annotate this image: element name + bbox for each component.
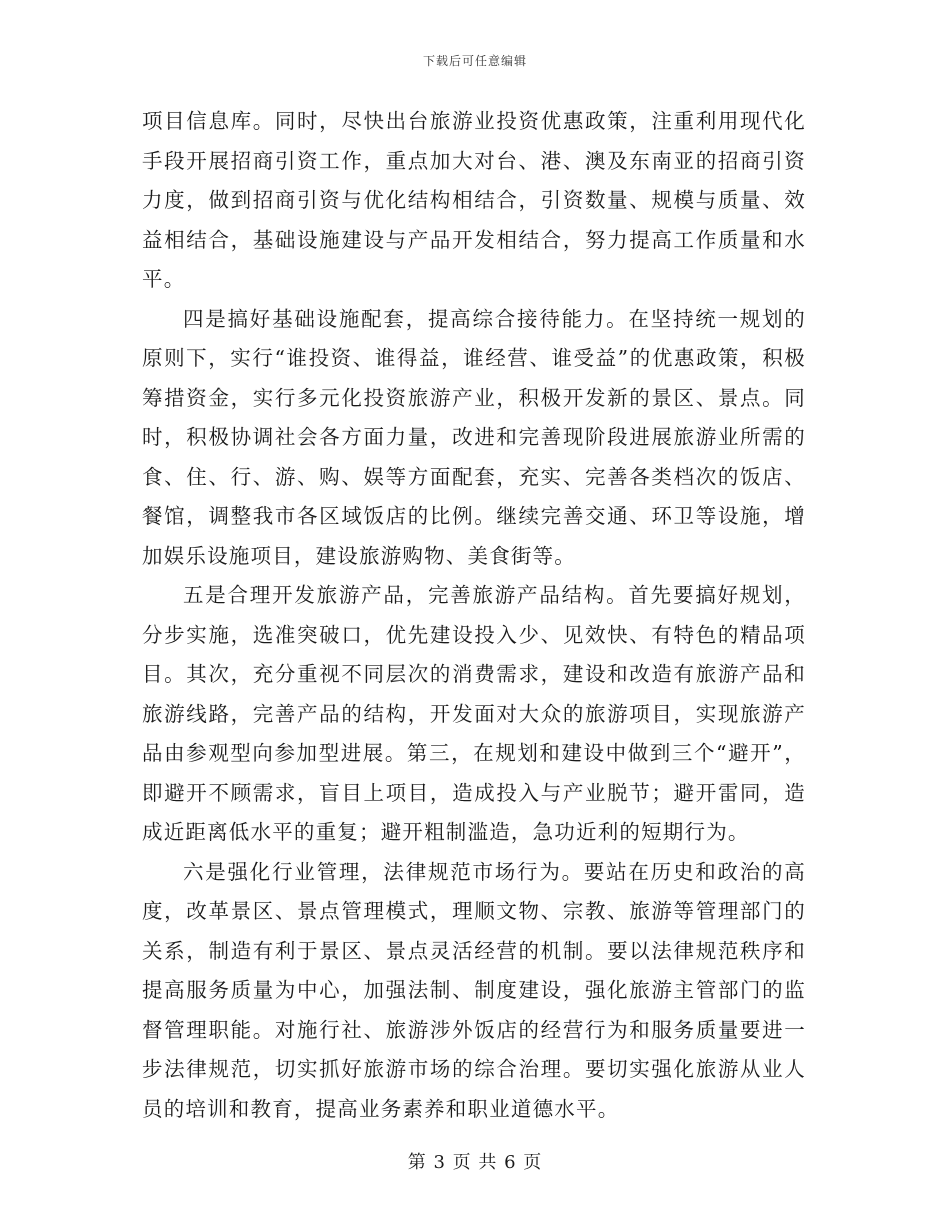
page-number: 第 3 页 共 6 页 [407,1152,543,1173]
paragraph-tourism-products: 五是合理开发旅游产品，完善旅游产品结构。首先要搞好规划，分步实施，选准突破口，优先建设投入少、见效快、有特色的精品项目。其次，充分重视不同层次的消费需求，建设和改造有旅游产品和旅游线路，完善产品的结构，开发面对大众的旅游项目，实现旅游产品由参观型向参加型进展。第三，在规划和建设中做到三个“避开”，即避开不顾需求，盲目上项目，造成投入与产业脱节；避开雷同，造成近距离低水平的重复；避开粗制滥造，急功近利的短期行为。 [142,583,806,844]
page-header: 下载后可任意编辑 [422,54,527,68]
paragraph-continued: 项目信息库。同时，尽快出台旅游业投资优惠政策，注重利用现代化手段开展招商引资工作，重点加大对台、港、澳及东南亚的招商引资力度，做到招商引资与优化结构相结合，引资数量、规模与质量、效益相结合，基础设施建设与产品开发相结合，努力提高工作质量和水平。 [142,109,806,291]
document-body [142,102,806,1129]
paragraph-industry-management: 六是强化行业管理，法律规范市场行为。要站在历史和政治的高度，改革景区、景点管理模式，理顺文物、宗教、旅游等管理部门的关系，制造有利于景区、景点灵活经营的机制。要以法律规范秩序和提高服务质量为中心，加强法制、制度建设，强化旅游主管部门的监督管理职能。对施行社、旅游涉外饭店的经营行为和服务质量要进一步法律规范，切实抓好旅游市场的综合治理。要切实强化旅游从业人员的培训和教育，提高业务素养和职业道德水平。 [142,859,806,1121]
paragraph-infrastructure: 四是搞好基础设施配套，提高综合接待能力。在坚持统一规划的原则下，实行“谁投资、谁得益，谁经营、谁受益”的优惠政策，积极筹措资金，实行多元化投资旅游产业，积极开发新的景区、景点。同时，积极协调社会各方面力量，改进和完善现阶段进展旅游业所需的食、住、行、游、购、娱等方面配套，充实、完善各类档次的饭店、餐馆，调整我市各区域饭店的比例。继续完善交通、环卫等设施，增加娱乐设施项目，建设旅游购物、美食街等。 [142,306,806,568]
